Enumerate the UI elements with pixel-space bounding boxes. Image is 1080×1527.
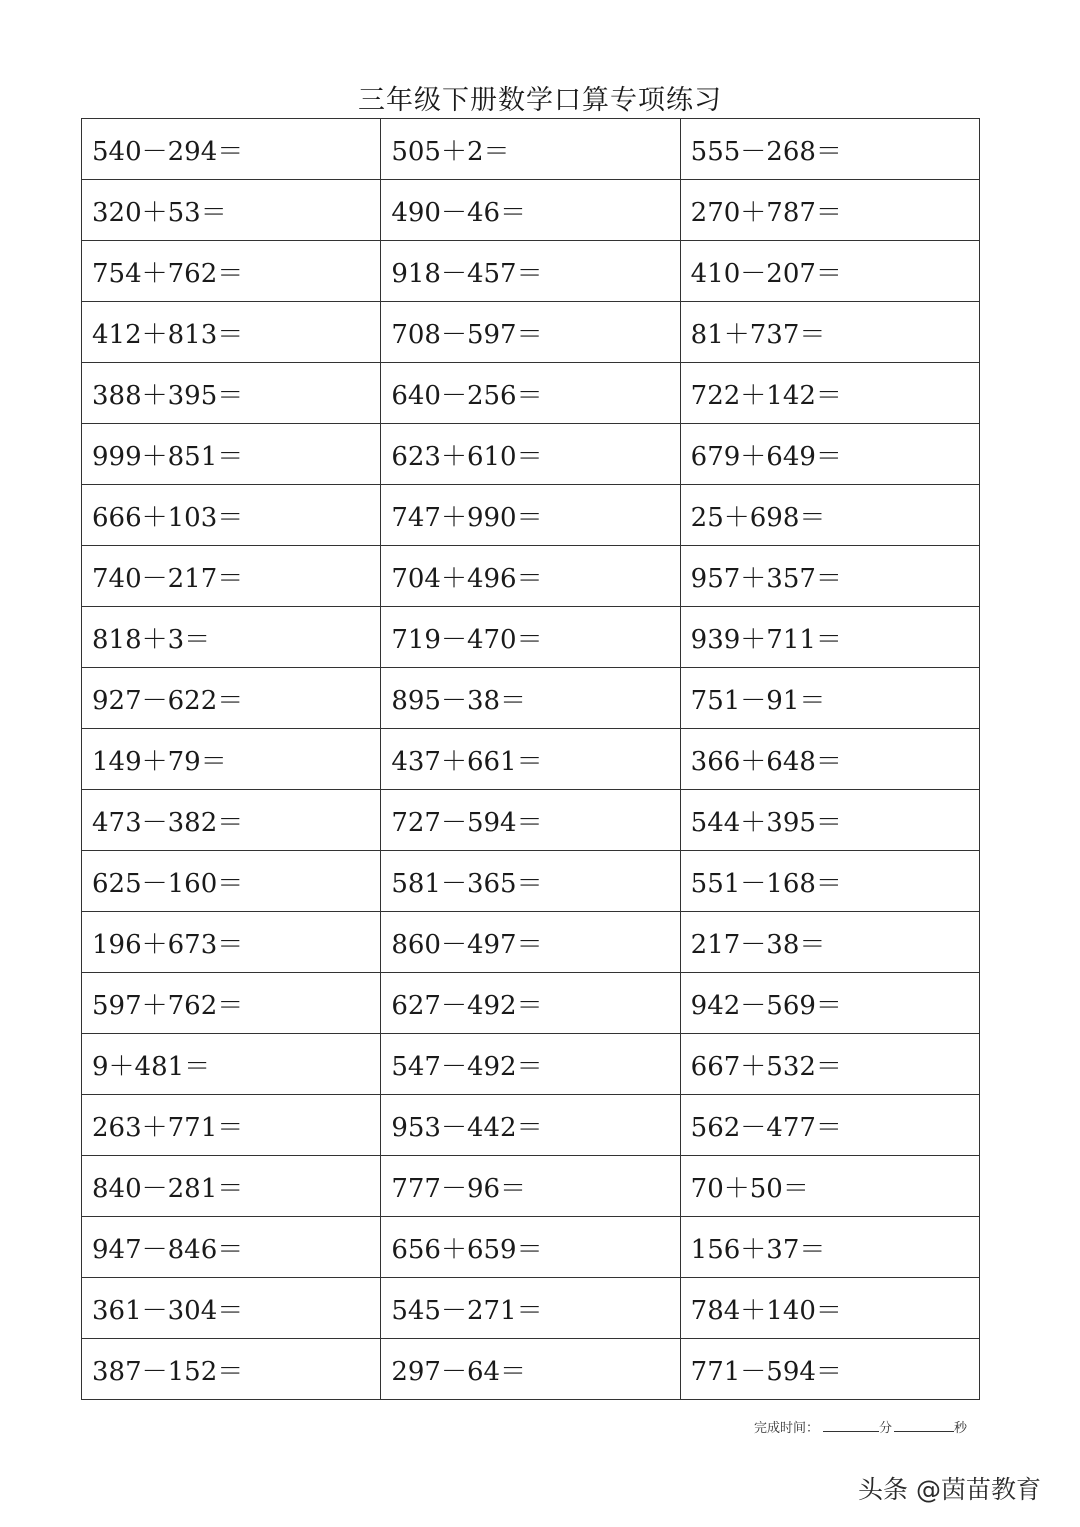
problem-cell: 9＋481＝ [82, 1034, 381, 1095]
problem-cell: 297－64＝ [381, 1339, 680, 1400]
problem-row [82, 180, 980, 241]
problem-row [82, 424, 980, 485]
problem-cell: 581－365＝ [381, 851, 680, 912]
problem-cell: 551－168＝ [680, 851, 979, 912]
problem-cell: 410－207＝ [680, 241, 979, 302]
problem-row [82, 1217, 980, 1278]
problem-cell: 25＋698＝ [680, 485, 979, 546]
problem-row [82, 1278, 980, 1339]
problem-cell: 263＋771＝ [82, 1095, 381, 1156]
problem-cell: 81＋737＝ [680, 302, 979, 363]
problem-cell: 895－38＝ [381, 668, 680, 729]
problem-row [82, 485, 980, 546]
problem-row [82, 607, 980, 668]
problem-cell: 740－217＝ [82, 546, 381, 607]
problem-table [81, 118, 980, 1400]
problem-cell: 473－382＝ [82, 790, 381, 851]
problem-cell: 999＋851＝ [82, 424, 381, 485]
problem-row [82, 546, 980, 607]
problem-cell: 953－442＝ [381, 1095, 680, 1156]
problem-cell: 784＋140＝ [680, 1278, 979, 1339]
problem-row [82, 1156, 980, 1217]
problem-cell: 818＋3＝ [82, 607, 381, 668]
completion-time-label: 完成时间： [754, 1421, 820, 1436]
problem-row [82, 119, 980, 180]
problem-cell: 70＋50＝ [680, 1156, 979, 1217]
completion-time [754, 1417, 967, 1436]
problem-row [82, 1095, 980, 1156]
problem-cell: 667＋532＝ [680, 1034, 979, 1095]
problem-row [82, 851, 980, 912]
problem-cell: 505＋2＝ [381, 119, 680, 180]
problem-cell: 320＋53＝ [82, 180, 381, 241]
problem-cell: 947－846＝ [82, 1217, 381, 1278]
problem-row [82, 363, 980, 424]
problem-row [82, 668, 980, 729]
problem-cell: 957＋357＝ [680, 546, 979, 607]
problem-cell: 942－569＝ [680, 973, 979, 1034]
problem-cell: 597＋762＝ [82, 973, 381, 1034]
problem-cell: 149＋79＝ [82, 729, 381, 790]
problem-cell: 939＋711＝ [680, 607, 979, 668]
problem-cell: 747＋990＝ [381, 485, 680, 546]
seconds-blank [894, 1419, 954, 1432]
problem-cell: 625－160＝ [82, 851, 381, 912]
problem-cell: 547－492＝ [381, 1034, 680, 1095]
problem-cell: 437＋661＝ [381, 729, 680, 790]
problem-cell: 666＋103＝ [82, 485, 381, 546]
problem-cell: 562－477＝ [680, 1095, 979, 1156]
problem-cell: 387－152＝ [82, 1339, 381, 1400]
problem-cell: 412＋813＝ [82, 302, 381, 363]
problem-cell: 640－256＝ [381, 363, 680, 424]
problem-cell: 840－281＝ [82, 1156, 381, 1217]
problem-row [82, 241, 980, 302]
problem-cell: 860－497＝ [381, 912, 680, 973]
problem-row [82, 302, 980, 363]
problem-cell: 679＋649＝ [680, 424, 979, 485]
problem-cell: 490－46＝ [381, 180, 680, 241]
problem-row [82, 973, 980, 1034]
problem-row [82, 912, 980, 973]
problem-row [82, 1339, 980, 1400]
problem-cell: 388＋395＝ [82, 363, 381, 424]
problem-cell: 627－492＝ [381, 973, 680, 1034]
problem-cell: 555－268＝ [680, 119, 979, 180]
problem-cell: 918－457＝ [381, 241, 680, 302]
problem-row [82, 1034, 980, 1095]
problem-cell: 656＋659＝ [381, 1217, 680, 1278]
problem-cell: 771－594＝ [680, 1339, 979, 1400]
problem-row [82, 790, 980, 851]
page-title: 三年级下册数学口算专项练习 [358, 85, 722, 116]
problem-cell: 927－622＝ [82, 668, 381, 729]
problem-cell: 544＋395＝ [680, 790, 979, 851]
problem-cell: 719－470＝ [381, 607, 680, 668]
problem-cell: 777－96＝ [381, 1156, 680, 1217]
problem-cell: 751－91＝ [680, 668, 979, 729]
problem-cell: 361－304＝ [82, 1278, 381, 1339]
problem-table-body [82, 119, 980, 1400]
problem-cell: 270＋787＝ [680, 180, 979, 241]
problem-cell: 545－271＝ [381, 1278, 680, 1339]
problem-cell: 704＋496＝ [381, 546, 680, 607]
problem-cell: 540－294＝ [82, 119, 381, 180]
minutes-unit: 分 [879, 1421, 893, 1436]
problem-cell: 217－38＝ [680, 912, 979, 973]
problem-cell: 366＋648＝ [680, 729, 979, 790]
seconds-unit: 秒 [954, 1421, 968, 1436]
watermark: 头条 @茵苗教育 [858, 1475, 1041, 1504]
problem-cell: 156＋37＝ [680, 1217, 979, 1278]
problem-cell: 722＋142＝ [680, 363, 979, 424]
problem-row [82, 729, 980, 790]
problem-cell: 754＋762＝ [82, 241, 381, 302]
problem-cell: 708－597＝ [381, 302, 680, 363]
minutes-blank [823, 1419, 879, 1432]
problem-cell: 196＋673＝ [82, 912, 381, 973]
problem-cell: 727－594＝ [381, 790, 680, 851]
problem-cell: 623＋610＝ [381, 424, 680, 485]
